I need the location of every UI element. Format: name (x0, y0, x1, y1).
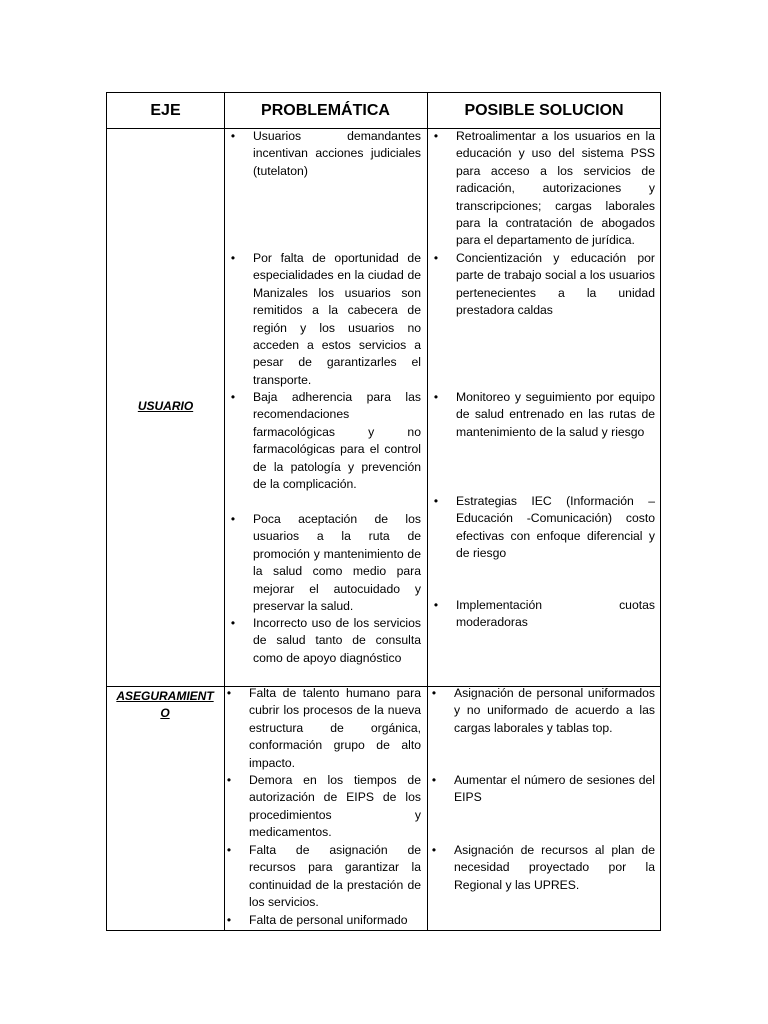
problem-item: Falta de talento humano para cubrir los procesos de la nueva estructura de orgánica, conformación grupo de alto impacto. (249, 686, 421, 770)
problem-item: Falta de asignación de recursos para garantizar la continuidad de la prestación de los servicios. (249, 843, 421, 910)
bullet: • (433, 598, 439, 612)
bullet: • (433, 129, 439, 143)
problem-item: Por falta de oportunidad de especialidades en la ciudad de Manizales los usuarios son remitidos a la cabecera de región y los usuarios no acceden a estos servicios a pesar de garantizarles el transporte. (253, 251, 421, 387)
bullet: • (226, 686, 232, 700)
bullet: • (226, 843, 232, 857)
problem-item: Falta de personal uniformado (249, 913, 408, 927)
eje-usuario: USUARIO (137, 399, 194, 413)
solution-item: Implementación cuotas moderadoras (456, 598, 655, 630)
bullet: • (431, 773, 437, 787)
bullet: • (230, 129, 236, 143)
problem-item: Usuarios demandantes incentivan acciones judiciales (tutelaton) (253, 129, 421, 178)
problem-item: Baja adherencia para las recomendaciones farmacológicas y no farmacológicas para el control de la patología y prevención de la complicación. (253, 390, 421, 492)
solution-item: Estrategias IEC (Información – Educación -Comunicación) costo efectivas con enfoque diferencial y de riesgo (456, 494, 655, 561)
bullet: • (433, 390, 439, 404)
solution-item: Monitoreo y seguimiento por equipo de salud entrenado en las rutas de mantenimiento de la salud y riesgo (456, 390, 655, 439)
bullet: • (433, 494, 439, 508)
solution-item: Asignación de recursos al plan de necesidad proyectado por la Regional y las UPRES. (454, 843, 655, 892)
document-table (106, 92, 661, 931)
bullet: • (230, 390, 236, 404)
header-problematica: PROBLEMÁTICA (261, 102, 390, 119)
solution-item: Asignación de personal uniformados y no uniformado de acuerdo a las cargas laborales y tablas top. (454, 686, 655, 735)
eje-aseguramiento: ASEGURAMIENTO (116, 689, 214, 720)
bullet: • (226, 773, 232, 787)
header-posible-solucion: POSIBLE SOLUCION (464, 102, 624, 119)
solution-item: Retroalimentar a los usuarios en la educación y uso del sistema PSS para acceso a los servicios de radicación, autorizaciones y transcripciones; cargas laborales para la contratación de abogados para el departamento de jurídica. (456, 129, 655, 248)
header-eje: EJE (150, 102, 181, 119)
bullet: • (230, 251, 236, 265)
bullet: • (431, 686, 437, 700)
solution-item: Concientización y educación por parte de trabajo social a los usuarios pertenecientes a la unidad prestadora caldas (456, 251, 655, 318)
bullet: • (230, 512, 236, 526)
problem-item: Demora en los tiempos de autorización de EIPS de los procedimientos y medicamentos. (249, 773, 421, 840)
column-divider (224, 93, 225, 930)
bullet: • (226, 913, 232, 927)
problem-item: Incorrecto uso de los servicios de salud tanto de consulta como de apoyo diagnóstico (253, 616, 421, 665)
column-divider (427, 93, 428, 930)
bullet: • (433, 251, 439, 265)
problem-item: Poca aceptación de los usuarios a la ruta de promoción y mantenimiento de la salud como medio para mejorar el autocuidado y preservar la salud. (253, 512, 421, 614)
bullet: • (230, 616, 236, 630)
solution-item: Aumentar el número de sesiones del EIPS (454, 773, 655, 805)
bullet: • (431, 843, 437, 857)
